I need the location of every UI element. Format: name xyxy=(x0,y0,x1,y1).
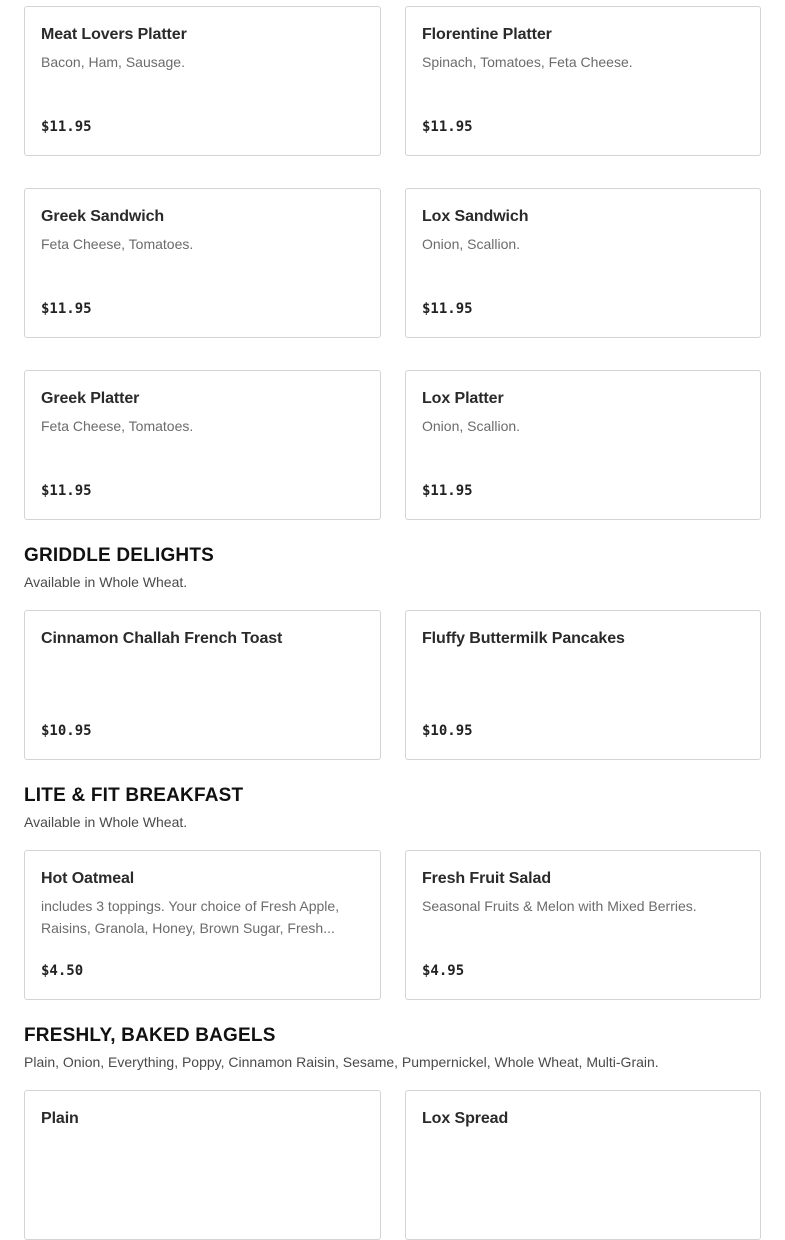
item-price: $4.50 xyxy=(41,963,84,979)
menu-item-card[interactable] xyxy=(405,1090,761,1240)
item-description: Feta Cheese, Tomatoes. xyxy=(41,418,194,434)
menu-item-card[interactable] xyxy=(405,610,761,760)
menu-item-card[interactable] xyxy=(24,850,381,1000)
section-subtitle: Plain, Onion, Everything, Poppy, Cinnamon Raisin, Sesame, Pumpernickel, Whole Wheat, Multi-Grain. xyxy=(24,1054,659,1070)
item-price: $10.95 xyxy=(41,723,92,739)
item-title: Greek Platter xyxy=(41,390,140,407)
menu-item-card[interactable] xyxy=(24,188,381,338)
item-title: Plain xyxy=(41,1110,79,1127)
item-price: $11.95 xyxy=(41,119,92,135)
menu-item-card[interactable] xyxy=(405,850,761,1000)
item-price: $10.95 xyxy=(422,723,473,739)
section-griddle-delights xyxy=(24,545,761,591)
item-description: Feta Cheese, Tomatoes. xyxy=(41,236,194,252)
item-title: Greek Sandwich xyxy=(41,208,165,225)
item-price: $11.95 xyxy=(41,301,92,317)
item-title: Fresh Fruit Salad xyxy=(422,870,551,887)
section-subtitle: Available in Whole Wheat. xyxy=(24,814,188,830)
item-price: $11.95 xyxy=(422,301,473,317)
item-title: Cinnamon Challah French Toast xyxy=(41,630,283,647)
section-title: FRESHLY, BAKED BAGELS xyxy=(24,1025,276,1046)
menu-item-card[interactable] xyxy=(24,610,381,760)
item-description: Spinach, Tomatoes, Feta Cheese. xyxy=(422,54,633,70)
item-title: Florentine Platter xyxy=(422,26,552,43)
menu-item-card[interactable] xyxy=(24,6,381,156)
menu-item-card[interactable] xyxy=(405,6,761,156)
item-price: $11.95 xyxy=(422,483,473,499)
item-price: $11.95 xyxy=(41,483,92,499)
item-description: Seasonal Fruits & Melon with Mixed Berries. xyxy=(422,898,697,914)
menu-item-card[interactable] xyxy=(24,370,381,520)
item-price: $4.95 xyxy=(422,963,465,979)
menu-item-card[interactable] xyxy=(405,370,761,520)
item-description: Bacon, Ham, Sausage. xyxy=(41,54,185,70)
section-title: LITE & FIT BREAKFAST xyxy=(24,785,244,806)
item-description: Onion, Scallion. xyxy=(422,418,521,434)
item-title: Fluffy Buttermilk Pancakes xyxy=(422,630,625,647)
section-freshly-baked-bagels xyxy=(24,1025,761,1071)
item-description: includes 3 toppings. Your choice of Fresh Apple, Raisins, Granola, Honey, Brown Sugar, Fresh... xyxy=(41,898,340,936)
item-title: Lox Sandwich xyxy=(422,208,529,225)
item-title: Meat Lovers Platter xyxy=(41,26,187,43)
section-title: GRIDDLE DELIGHTS xyxy=(24,545,215,566)
menu-item-card[interactable] xyxy=(24,1090,381,1240)
menu-item-card[interactable] xyxy=(405,188,761,338)
griddle-items-grid xyxy=(24,610,761,760)
item-description: Onion, Scallion. xyxy=(422,236,521,252)
item-title: Lox Platter xyxy=(422,390,504,407)
lite-items-grid xyxy=(24,850,761,1000)
section-lite-fit-breakfast xyxy=(24,785,761,831)
menu-items-grid xyxy=(24,6,761,520)
bagel-items-grid xyxy=(24,1090,761,1240)
item-price: $11.95 xyxy=(422,119,473,135)
item-title: Lox Spread xyxy=(422,1110,509,1127)
item-title: Hot Oatmeal xyxy=(41,870,135,887)
section-subtitle: Available in Whole Wheat. xyxy=(24,574,188,590)
